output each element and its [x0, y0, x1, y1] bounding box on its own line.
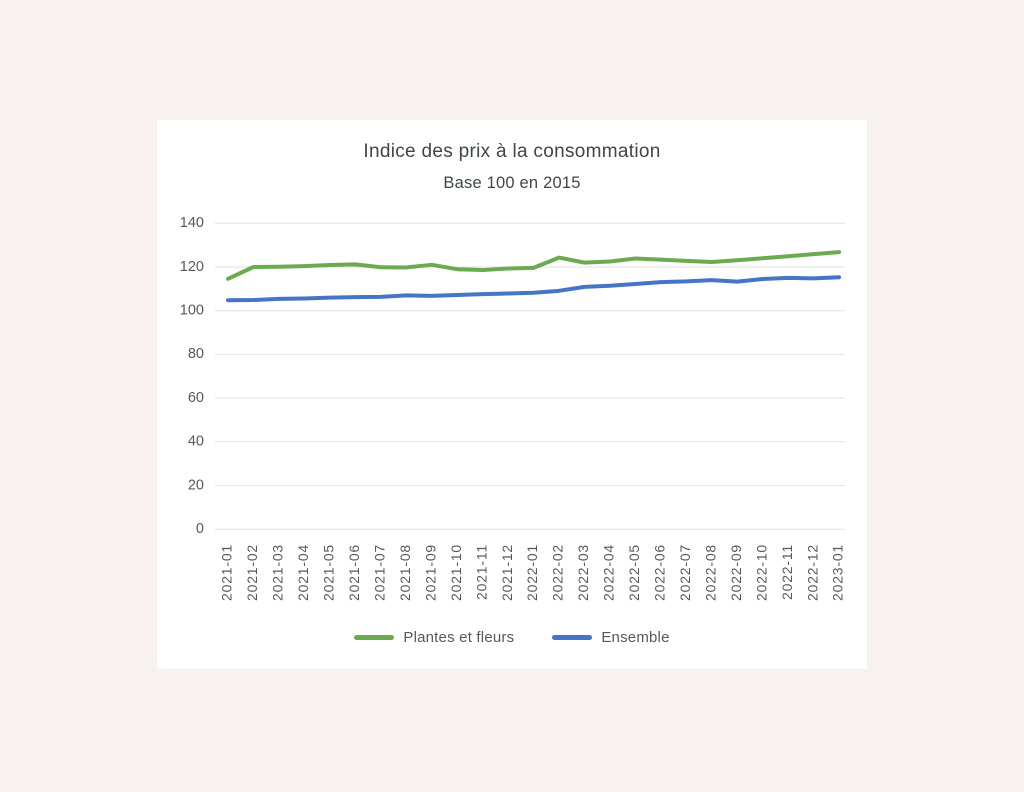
x-tick-label: 2021-01: [218, 544, 235, 601]
x-tick-label: 2022-09: [727, 544, 744, 601]
x-tick-label: 2021-12: [498, 544, 515, 601]
x-tick-label: 2022-07: [676, 544, 693, 601]
x-tick-label: 2021-09: [422, 544, 439, 601]
legend-swatch-plantes-et-fleurs: [354, 635, 394, 640]
y-tick-label: 20: [187, 477, 204, 494]
x-tick-label: 2021-10: [447, 544, 464, 601]
chart-title: Indice des prix à la consommation: [363, 141, 661, 162]
legend-item-ensemble: [552, 629, 669, 646]
x-tick-label: 2021-02: [244, 544, 261, 601]
x-tick-label: 2021-11: [473, 544, 490, 600]
x-tick-label: 2021-05: [320, 544, 337, 601]
y-tick-label: 40: [187, 433, 204, 450]
x-tick-label: 2021-06: [346, 544, 363, 601]
y-tick-label: 0: [195, 521, 204, 538]
x-tick-label: 2023-01: [829, 544, 846, 601]
x-tick-label: 2021-04: [295, 544, 312, 601]
legend-label-plantes-et-fleurs: Plantes et fleurs: [403, 629, 515, 646]
x-tick-label: 2022-03: [575, 544, 592, 601]
y-axis-tick-labels: [180, 215, 204, 537]
x-tick-label: 2022-11: [778, 544, 795, 600]
x-tick-label: 2022-06: [651, 544, 668, 601]
legend-label-ensemble: Ensemble: [601, 629, 670, 646]
y-tick-label: 60: [187, 389, 204, 406]
y-tick-label: 100: [179, 302, 204, 319]
x-tick-label: 2022-02: [549, 544, 566, 601]
x-tick-label: 2021-08: [396, 544, 413, 601]
chart-subtitle: Base 100 en 2015: [443, 174, 581, 192]
x-axis-tick-labels: [219, 544, 846, 601]
x-tick-label: 2022-08: [702, 544, 719, 601]
line-chart-svg: [157, 120, 867, 669]
x-tick-label: 2022-10: [753, 544, 770, 601]
y-tick-label: 80: [187, 346, 204, 363]
legend-item-plantes-et-fleurs: [354, 629, 514, 646]
chart-legend: [157, 629, 867, 646]
y-tick-label: 140: [179, 215, 204, 232]
x-tick-label: 2021-03: [269, 544, 286, 601]
x-tick-label: 2022-12: [804, 544, 821, 601]
x-tick-label: 2022-05: [626, 544, 643, 601]
x-tick-label: 2022-01: [524, 544, 541, 601]
x-tick-label: 2021-07: [371, 544, 388, 601]
x-tick-label: 2022-04: [600, 544, 617, 601]
chart-card: [157, 120, 867, 669]
series-line-ensemble: [228, 277, 839, 300]
y-tick-label: 120: [179, 258, 204, 275]
series-line-plantes-et-fleurs: [228, 252, 839, 279]
legend-swatch-ensemble: [552, 635, 592, 640]
